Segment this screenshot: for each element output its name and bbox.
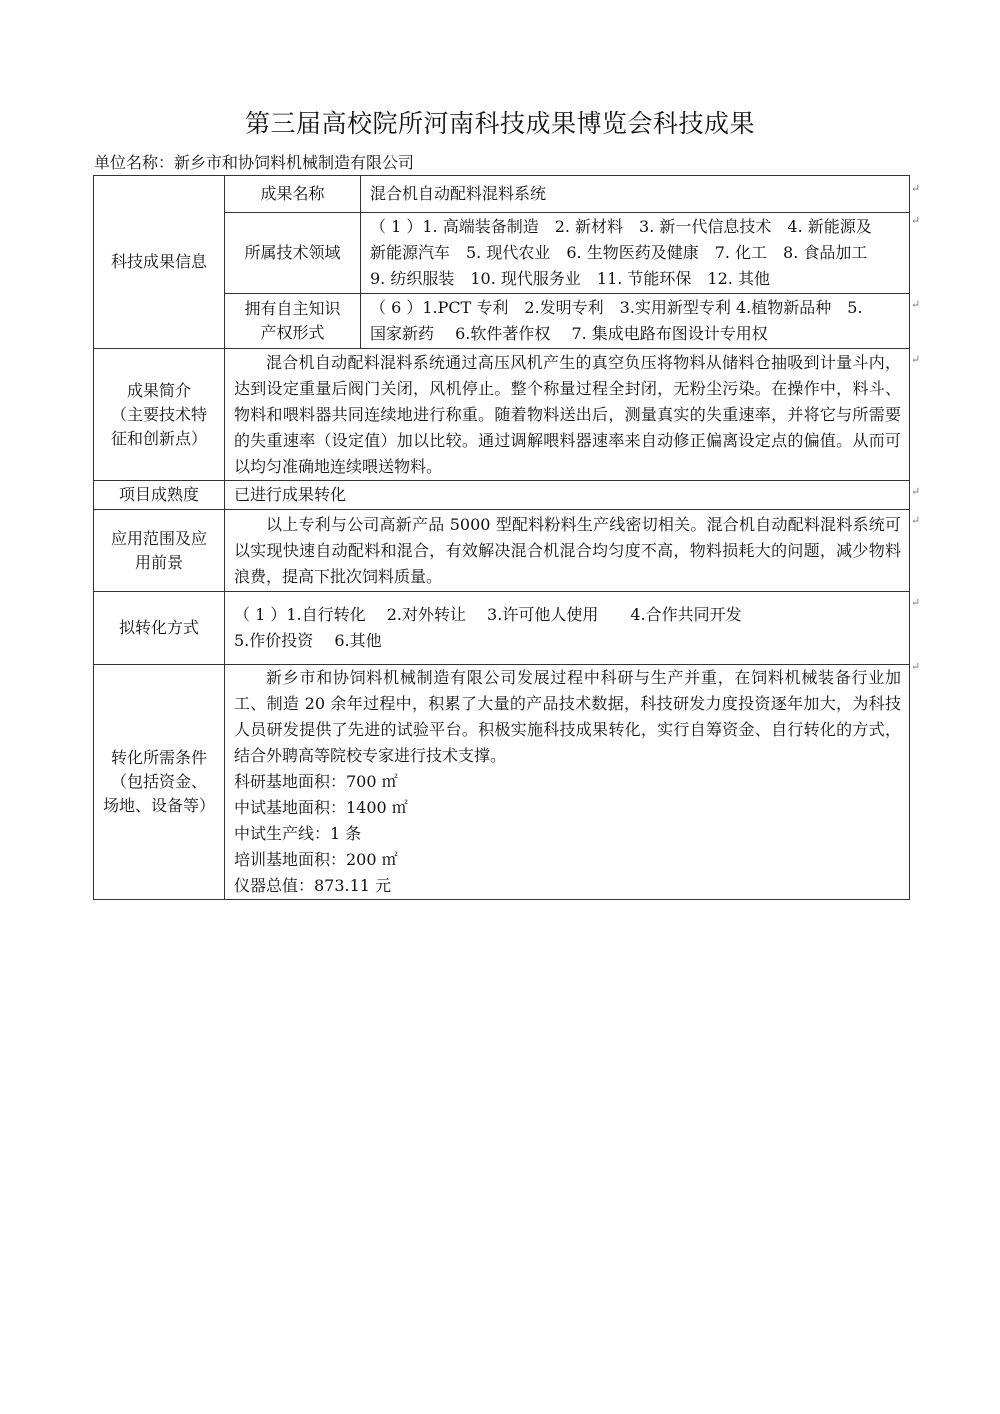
label-conditions-line: 场地、设备等） xyxy=(102,796,215,815)
tech-field-line: 9. 纺织服装 10. 现代服务业 11. 节能环保 12. 其他 xyxy=(370,269,770,288)
row-transfer xyxy=(94,592,910,665)
label-ip-form-line: 产权形式 xyxy=(260,323,325,342)
value-application xyxy=(225,510,910,592)
label-summary xyxy=(94,349,225,481)
value-achievement-name: 混合机自动配料混料系统 xyxy=(361,176,910,213)
page-title: 第三届高校院所河南科技成果博览会科技成果 xyxy=(244,109,755,138)
label-maturity: 项目成熟度 xyxy=(94,481,225,510)
conditions-paragraph: 新乡市和协饲料机械制造有限公司发展过程中科研与生产并重，在饲料机械装备行业加工、制造 20 余年过程中，积累了大量的产品技术数据，科技研发力度投资逐年加大，为科技人员研发提供了先进的试验平台。积极实施科技成果转化，实行自筹资金、自行转化的方式，结合外聘高等院校专家进行技术支撑。 xyxy=(234,668,901,765)
row-achievement-name xyxy=(94,176,910,213)
label-tech-field: 所属技术领域 xyxy=(225,213,361,294)
row-summary xyxy=(94,349,910,481)
row-end-mark: ↵ xyxy=(911,596,921,609)
label-summary-line: （主要技术特 xyxy=(110,404,207,424)
label-conditions xyxy=(94,665,225,900)
row-end-mark: ↵ xyxy=(911,660,921,673)
label-conditions-line: （包括资金、 xyxy=(110,772,207,791)
label-summary-line: 征和创新点） xyxy=(110,428,207,448)
value-conditions xyxy=(225,665,910,900)
conditions-item: 培训基地面积：200 ㎡ xyxy=(234,850,398,869)
label-conditions-line: 转化所需条件 xyxy=(110,748,207,767)
label-transfer: 拟转化方式 xyxy=(94,592,225,665)
value-tech-field xyxy=(361,213,910,294)
label-application xyxy=(94,510,225,592)
conditions-item: 中试生产线：1 条 xyxy=(234,824,362,843)
value-transfer xyxy=(225,592,910,665)
label-application-line: 用前景 xyxy=(134,552,183,572)
value-ip-form xyxy=(361,294,910,349)
label-summary-line: 成果简介 xyxy=(126,380,191,400)
row-end-mark: ↵ xyxy=(911,298,921,311)
row-application xyxy=(94,510,910,592)
row-end-mark: ↵ xyxy=(911,353,921,366)
ip-form-line: 国家新药 6.软件著作权 7. 集成电路布图设计专用权 xyxy=(370,324,768,343)
row-conditions xyxy=(94,665,910,900)
value-summary xyxy=(225,349,910,481)
unit-name-line: 单位名称：新乡市和协饲料机械制造有限公司 xyxy=(94,153,415,172)
row-end-mark: ↵ xyxy=(911,514,921,527)
row-end-mark: ↵ xyxy=(911,485,921,498)
row-maturity xyxy=(94,481,910,510)
conditions-item: 仪器总值：873.11 元 xyxy=(234,876,392,895)
tech-field-line: 新能源汽车 5. 现代农业 6. 生物医药及健康 7. 化工 8. 食品加工 xyxy=(370,243,868,262)
tech-field-line: （ 1 ）1. 高端装备制造 2. 新材料 3. 新一代信息技术 4. 新能源及 xyxy=(370,217,872,236)
label-ip-form xyxy=(225,294,361,349)
ip-form-line: （ 6 ）1.PCT 专利 2.发明专利 3.实用新型专利 4.植物新品种 5. xyxy=(370,298,863,317)
label-achievement-name: 成果名称 xyxy=(225,176,361,213)
achievement-form-table xyxy=(93,175,910,900)
conditions-item: 科研基地面积：700 ㎡ xyxy=(234,772,398,791)
transfer-line: （ 1 ）1.自行转化 2.对外转让 3.许可他人使用 4.合作共同开发 xyxy=(234,605,742,624)
value-maturity: 已进行成果转化 xyxy=(225,481,910,510)
conditions-item: 中试基地面积：1400 ㎡ xyxy=(234,798,408,817)
summary-paragraph: 混合机自动配料混料系统通过高压风机产生的真空负压将物料从储料仓抽吸到计量斗内，达到设定重量后阀门关闭，风机停止。整个称量过程全封闭，无粉尘污染。在操作中，料斗、物料和喂料器共同连续地进行称重。随着物料送出后，测量真实的失重速率，并将它与所需要的失重速率（设定值）加以比较。通过调解喂料器速率来自动修正偏离设定点的偏值。从而可以均匀准确地连续喂送物料。 xyxy=(234,352,901,476)
label-tech-info: 科技成果信息 xyxy=(94,176,225,349)
transfer-line: 5.作价投资 6.其他 xyxy=(234,631,382,650)
label-application-line: 应用范围及应 xyxy=(110,528,207,548)
row-end-mark: ↵ xyxy=(911,182,921,195)
row-end-mark: ↵ xyxy=(911,214,921,227)
application-paragraph: 以上专利与公司高新产品 5000 型配料粉料生产线密切相关。混合机自动配料混料系统可以实现快速自动配料和混合，有效解决混合机混合均匀度不高，物料损耗大的问题，减少物料浪费，提高下批次饲料质量。 xyxy=(234,514,901,586)
label-ip-form-line: 拥有自主知识 xyxy=(244,299,341,318)
